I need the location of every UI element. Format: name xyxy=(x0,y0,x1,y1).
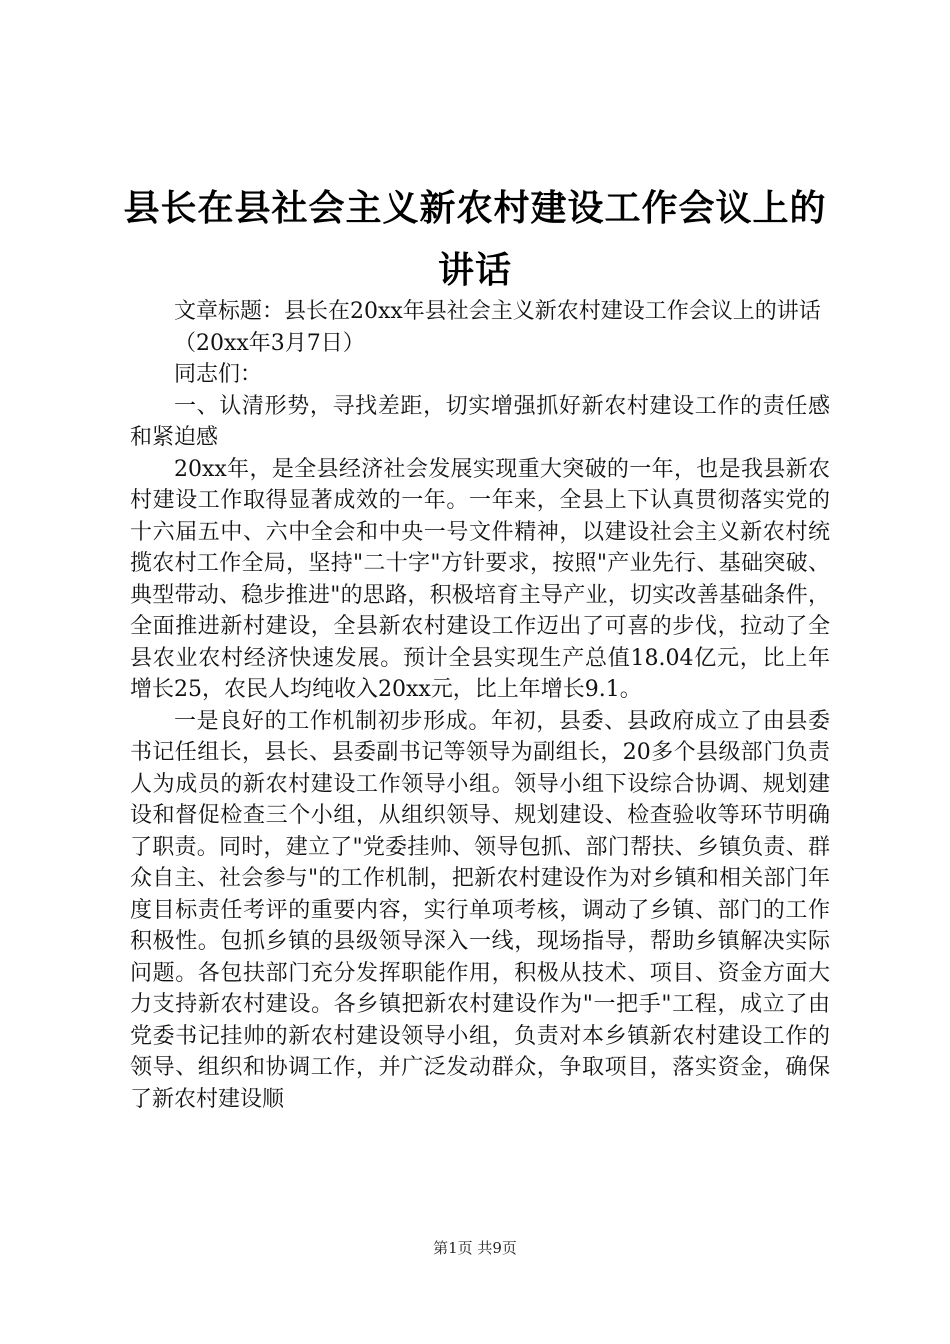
body-paragraph: 一是良好的工作机制初步形成。年初，县委、县政府成立了由县委书记任组长，县长、县委副书记等领导为副组长，20多个县级部门负责人为成员的新农村建设工作领导小组。领导小组下设综合协调、规划建设和督促检查三个小组，从组织领导、规划建设、检查验收等环节明确了职责。同时，建立了"党委挂帅、领导包抓、部门帮扶、乡镇负责、群众自主、社会参与"的工作机制，把新农村建设作为对乡镇和相关部门年度目标责任考评的重要内容，实行单项考核，调动了乡镇、部门的工作积极性。包抓乡镇的县级领导深入一线，现场指导，帮助乡镇解决实际问题。各包扶部门充分发挥职能作用，积极从技术、项目、资金方面大力支持新农村建设。各乡镇把新农村建设作为"一把手"工程，成立了由党委书记挂帅的新农村建设领导小组，负责对本乡镇新农村建设工作的领导、组织和协调工作，并广泛发动群众，争取项目，落实资金，确保了新农村建设顺 xyxy=(130,708,830,1112)
article-title-line: 文章标题：县长在20xx年县社会主义新农村建设工作会议上的讲话 xyxy=(174,299,821,324)
document-title: 县长在县社会主义新农村建设工作会议上的讲话 xyxy=(123,188,827,291)
document-body xyxy=(130,296,830,1115)
page-number-footer: 第1页 共9页 xyxy=(433,1239,517,1257)
body-paragraph: 20xx年，是全县经济社会发展实现重大突破的一年，也是我县新农村建设工作取得显著成效的一年。一年来，全县上下认真贯彻落实党的十六届五中、六中全会和中央一号文件精神，以建设社会主义新农村统揽农村工作全局，坚持"二十字"方针要求，按照"产业先行、基础突破、典型带动、稳步推进"的思路，积极培育主导产业，切实改善基础条件，全面推进新村建设，全县新农村建设工作迈出了可喜的步伐，拉动了全县农业农村经济快速发展。预计全县实现生产总值18.04亿元，比上年增长25，农民人均纯收入20xx元，比上年增长9.1。 xyxy=(130,456,830,702)
section-heading: 一、认清形势，寻找差距，切实增强抓好新农村建设工作的责任感和紧迫感 xyxy=(130,393,830,450)
speech-date: （20xx年3月7日） xyxy=(174,330,365,356)
salutation: 同志们： xyxy=(174,362,263,387)
